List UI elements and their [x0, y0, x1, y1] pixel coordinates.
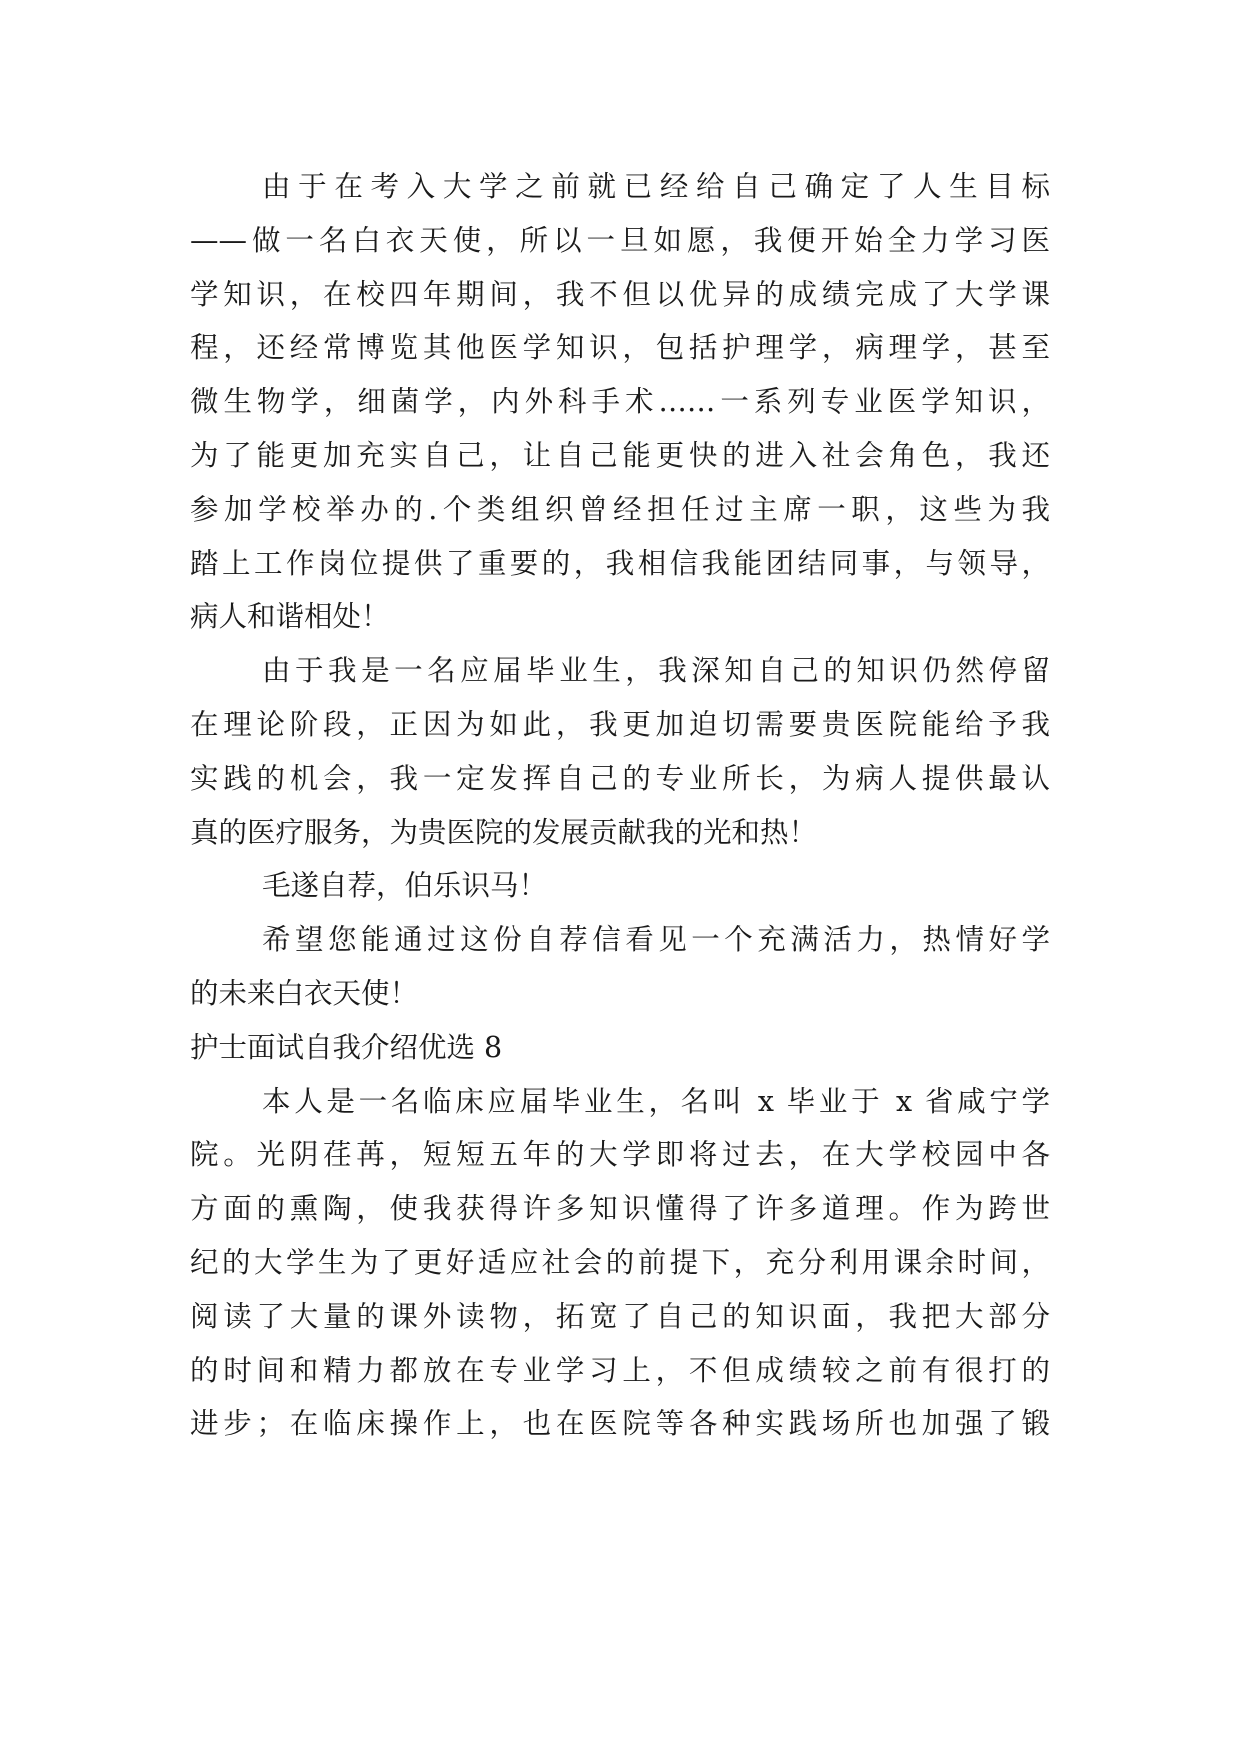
document-body — [190, 160, 1050, 1451]
text-line: 真的医疗服务，为贵医院的发展贡献我的光和热！ — [190, 815, 818, 849]
paragraph — [190, 1075, 1050, 1452]
paragraph — [190, 859, 1050, 913]
text-line: 病人和谐相处！ — [190, 600, 390, 634]
text-line: 在理论阶段，正因为如此，我更加迫切需要贵医院能给予我 — [190, 707, 1050, 741]
text-line: 毛遂自荐，伯乐识马！ — [262, 869, 548, 903]
paragraph — [190, 644, 1050, 859]
text-line: 实践的机会，我一定发挥自己的专业所长，为病人提供最认 — [190, 761, 1050, 795]
text-line: 踏上工作岗位提供了重要的，我相信我能团结同事，与领导， — [190, 546, 1050, 580]
section-heading-text: 护士面试自我介绍优选 8 — [190, 1030, 503, 1064]
text-line: 希望您能通过这份自荐信看见一个充满活力，热情好学 — [262, 923, 1050, 957]
paragraph — [190, 160, 1050, 644]
text-line: 纪的大学生为了更好适应社会的前提下，充分利用课余时间， — [190, 1245, 1050, 1279]
section-heading — [190, 1021, 1050, 1075]
text-line: 的未来白衣天使！ — [190, 976, 419, 1010]
text-line: 的时间和精力都放在专业学习上，不但成绩较之前有很打的 — [190, 1353, 1050, 1387]
text-line: 进步；在临床操作上，也在医院等各种实践场所也加强了锻 — [190, 1407, 1050, 1441]
text-line: ——做一名白衣天使，所以一旦如愿，我便开始全力学习医 — [190, 223, 1050, 257]
paragraph — [190, 913, 1050, 1021]
text-line: 为了能更加充实自己，让自己能更快的进入社会角色，我还 — [190, 438, 1050, 472]
text-line: 院。光阴荏苒，短短五年的大学即将过去，在大学校园中各 — [190, 1138, 1050, 1172]
text-line: 由于我是一名应届毕业生，我深知自己的知识仍然停留 — [262, 654, 1050, 688]
text-line: 阅读了大量的课外读物，拓宽了自己的知识面，我把大部分 — [190, 1299, 1050, 1333]
text-line: 由于在考入大学之前就已经给自己确定了人生目标 — [262, 170, 1050, 203]
text-line: 学知识，在校四年期间，我不但以优异的成绩完成了大学课 — [190, 277, 1050, 311]
text-line: 微生物学，细菌学，内外科手术……一系列专业医学知识， — [190, 385, 1050, 419]
text-line: 程，还经常博览其他医学知识，包括护理学，病理学，甚至 — [190, 331, 1050, 365]
text-line: 本人是一名临床应届毕业生，名叫 x 毕业于 x 省咸宁学 — [262, 1084, 1050, 1118]
text-line: 方面的熏陶，使我获得许多知识懂得了许多道理。作为跨世 — [190, 1192, 1050, 1226]
text-line: 参加学校举办的.个类组织曾经担任过主席一职，这些为我 — [190, 492, 1050, 526]
